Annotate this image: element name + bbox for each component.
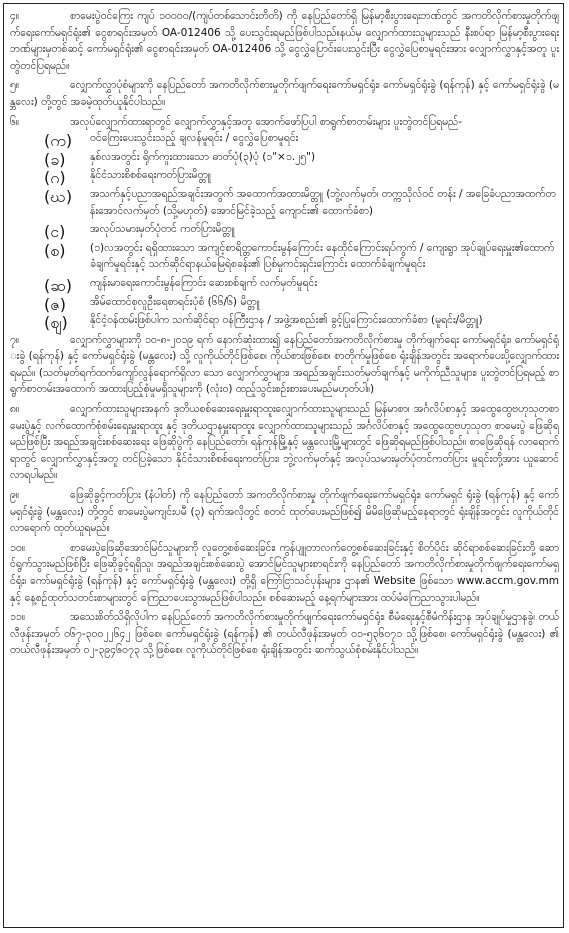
list-item-text: နိုင်ငံ့ဝန်ထမ်းဖြစ်ပါက သက်ဆိုင်ရာ ဝန်ကြီးဌာန / အဖွဲ့အစည်း၏ ခွင့်ပြုကြောင်းထောက်ခံစာ (မူရင်း/မိတ္တူ) [90, 314, 483, 327]
list-item [10, 186, 559, 219]
list-item-text: နိုင်ငံသားစိစစ်ရေးကတ်ပြားမိတ္တူ [90, 169, 211, 182]
paragraph-text: လျှောက်ထားသူများအနက် ဒုတိယစစ်ဆေးရေးမှူးရာထူးလျှောက်ထားသူများသည် မြန်မာစာ၊ အင်္ဂလိပ်စာနှင့် အထွေထွေဗဟုသုတစာမေးပွဲနှင့် လက်ထောက်စုံစမ်းရေးမှူးရာထူး နှင့် ဒုတိယဌာနမှူးရာထူး လျှောက်ထားသူများသည် အင်္ဂလိပ်စာနှင့် အထွေထွေဗဟုသုတ စာမေးပွဲ ဖြေဆိုရမည်ဖြစ်ပြီး အရည်အချင်းစစ်ဆေးရေး ဖြေဆိုပွဲကို နေပြည်တော်၊ ရန်ကုန်မြို့နှင့် မန္တလေးမြို့များတွင် ဖြေဆိုရမည်ဖြစ်ပါသည်။ စာဖြေဆိုရန် လာရောက်ရာတွင် လျှောက်လွှာနှင့်အတူ တင်ပြခဲ့သော နိုင်ငံသားစိစစ်ရေးကတ်ပြား၊ ဘွဲ့လက်မှတ်နှင့် အလုပ်သမားမှတ်ပုံတင်ကတ်ပြား မူရင်းတို့အား ယူဆောင်လာရပါမည်။ [10, 403, 559, 482]
list-item [10, 149, 559, 169]
paragraph-7 [10, 332, 559, 398]
document-border [3, 3, 564, 928]
list-item-label: (ခ) [44, 149, 66, 169]
list-item-text: နှစ်လအတွင်း ရိုက်ကူးထားသော ဓာတ်ပုံ(၃)ပုံ (၁"×၁.၂၅") [90, 150, 316, 163]
list-item-label: (ဈ) [44, 313, 68, 333]
paragraph-text: စာမေးပွဲဝင်ကြေး ကျပ် ၁၀၀၀၀/(ကျပ်တစ်သောင်းတိတိ) ကို နေပြည်တော်ရှိ မြန်မာ့စီးပွားရေးဘဏ်တွင် အကတိလိုက်စားမှုတိုက်ဖျက်ရေးကော်မရှင်ရုံး၏ ငွေစာရင်းအမှတ် OA-012406 သို့ ပေးသွင်းရမည်ဖြစ်ပါသည်။နယ်မှ လျှောက်ထားသူများသည် နီးစပ်ရာ မြန်မာ့စီးပွားရေးဘဏ်များမှတစ်ဆင့် ကော်မရှင်ရုံး၏ ငွေစာရင်းအမှတ် OA-012406 သို့ ငွေလွှဲပြောင်းပေးသွင်းပြီး ငွေလွှဲပြေစာမူရင်းအား လျှောက်လွှာနှင့်အတူ ပူးတွဲတင်ပြရမည်။ [10, 10, 559, 72]
paragraph-number: ၁၀။ [10, 541, 25, 554]
paragraph-number: ၇။ [10, 333, 20, 346]
document-body [10, 8, 559, 923]
list-item-text: (၁)လအတွင်း ရရှိထားသော အကျင့်စာရိတ္တကောင်းမွန်ကြောင်း နေထိုင်ကြောင်းရပ်ကွက် / ကျေးရွာ အုပ်ချုပ်ရေးမှူး၏ထောက်ခံချက်မူရင်းနှင့် သက်ဆိုင်ရာနယ်မြေရဲစခန်း၏ ပြစ်မှုကင်းရှင်းကြောင်း ထောက်ခံချက်မူရင်း [90, 241, 555, 271]
paragraph-text: လျှောက်လွှာများကို ၁၀-၈-၂၀၁၉ ရက် နောက်ဆုံးထား၍ နေပြည်တော်အကတိလိုက်စားမှု တိုက်ဖျက်ရေး ကော်မရှင်ရုံး၊ ကော်မရှင်ရုံးခွဲ (ရန်ကုန်) နှင့် ကော်မရှင်ရုံးခွဲ (မန္တလေး) သို့ လူကိုယ်တိုင်ဖြစ်စေ၊ ကိုယ်စားဖြစ်စေ၊ စာတိုက်မှုဖြစ်စေ ရုံးချိန်အတွင်း အရောက်ပေးပို့လျှောက်ထားရမည်။ (သတ်မှတ်ရက်ထက်ကျော်လွန်ရောက်ရှိလာ သော လျှောက်လွှာများ၊ အရည်အချင်းသတ်မှတ်ချက်နှင့် မကိုက်ညီသူများ၊ ပူးတွဲတင်ပြရမည့် စာရွက်စာတမ်းအထောက် အထားပြည့်စုံမှုမရှိသူများကို (လုံးဝ) ထည့်သွင်းစဉ်းစားပေးမည်မဟုတ်ပါ။) [10, 333, 559, 396]
paragraph-text: လျှောက်လွှာပုံစံများကို နေပြည်တော် အကတိလိုက်စားမှုတိုက်ဖျက်ရေးကော်မရှင်ရုံး၊ ကော်မရှင်ရုံးခွဲ (ရန်ကုန်) နှင့် ကော်မရှင်ရုံးခွဲ (မန္တလေး) တို့တွင် အခမဲ့ထုတ်ယူနိုင်ပါသည်။ [10, 79, 559, 108]
list-item [10, 130, 559, 151]
list-item-label: (င) [44, 222, 66, 242]
paragraph-5 [10, 77, 559, 110]
paragraph-8 [10, 401, 559, 484]
paragraph-number: ၄။ [10, 10, 20, 22]
list-item-label: (စ) [44, 240, 66, 260]
paragraph-9 [10, 487, 559, 537]
paragraph-number: ၉။ [10, 489, 20, 502]
list-item [10, 275, 559, 295]
paragraph-number: ၅။ [10, 79, 20, 92]
paragraph-number: ၈။ [10, 403, 20, 416]
list-item-label: (ဆ) [44, 275, 72, 295]
paragraph-11 [10, 609, 559, 659]
paragraph-10 [10, 540, 559, 606]
paragraph-text: ဖြေဆိုခွင့်ကတ်ပြား (နံပါတ်) ကို နေပြည်တော် အကတိလိုက်စားမှု တိုက်ဖျက်ရေးကော်မရှင်ရုံး၊ ကော်မရှင် ရုံးခွဲ (ရန်ကုန်) နှင့် ကော်မရှင်ရုံးခွဲ (မန္တလေး) တို့တွင် စာမေးပွဲမကျင်းပမီ (၃) ရက်အလိုတွင် စတင် ထုတ်ပေးမည်ဖြစ်၍ မိမိဖြေဆိုမည့်နေရာတွင် ရုံးချိန်အတွင်း လူကိုယ်တိုင်လာရောက် ထုတ်ယူရမည်။ [10, 489, 559, 535]
list-item-label: (ဃ) [44, 186, 73, 206]
paragraph-number: ၁၁။ [10, 611, 25, 624]
list-item [10, 312, 559, 333]
paragraph-text: အလုပ်လျှောက်ထားရာတွင် လျှောက်လွှာနှင့်အတူ အောက်ဖော်ပြပါ စာရွက်စာတမ်းများ ပူးတွဲတင်ပြရမည်- [70, 115, 463, 128]
list-item-text: အိမ်ထောင်စုလူဦးရေစာရင်းပုံစံ (၆၆/၆) မိတ္တူ [90, 295, 260, 308]
list-item-text: ကျန်းမာရေးကောင်းမွန်ကြောင်း ဆေးစစ်ချက် လက်မှတ်မူရင်း [90, 276, 318, 289]
paragraph-text: စာမေးပွဲဖြေဆိုအောင်မြင်သူများကို လူတွေ့စစ်ဆေးခြင်း၊ ကွန်ပျူတာလက်တွေ့စစ်ဆေးခြင်းနှင့် စိတ်ပိုင်း ဆိုင်ရာစစ်ဆေးခြင်းတို့ ဆောင်ရွက်သွားမည်ဖြစ်ပြီး ဖြေဆိုခွင့်ရရှိသူ၊ အရည်အချင်းစစ်ဆေးပွဲ အောင်မြင်သူများစာရင်းကို နေပြည်တော် အကတိလိုက်စားမှုတိုက်ဖျက်ရေးကော်မရှင်ရုံး၊ ကော်မရှင်ရုံးခွဲ (ရန်ကုန်) နှင့် ကော်မရှင်ရုံးခွဲ (မန္တလေး) တို့ရှိ ကြော်ငြာသင်ပုန်းများ၊ ဌာန၏ Website ဖြစ်သော www.accm.gov.mm နှင့် နေ့စဉ်ထုတ်သတင်းစာများတွင် ကြေညာပေးသွားမည်ဖြစ်ပါသည်။ စစ်ဆေးမည့် နေ့ရက်များအား ထပ်မံကြေညာသွားပါမည်။ [10, 541, 559, 604]
list-item-text: အလုပ်သမားမှတ်ပုံတင် ကတ်ပြားမိတ္တူ [90, 223, 235, 236]
list-item-text: ဝင်ကြေးပေးသွင်းသည့် ချလန်မူရင်း / ငွေလွှဲပြေစာမူရင်း [90, 132, 299, 145]
list-item-label: (က) [44, 131, 73, 151]
paragraph-6 [10, 114, 559, 333]
paragraph-4 [10, 8, 559, 74]
list-item-label: (ဂ) [44, 168, 66, 188]
list-item [10, 294, 559, 314]
list-item [10, 240, 559, 273]
list-item-text: အသက်နှင့်ပညာအရည်အချင်းအတွက် အထောက်အထားမိတ္တူ (ဘွဲ့လက်မှတ်၊ တက္ကသိုလ်ဝင် တန်း / အခြေခံပညာအထက်တန်းအောင်လက်မှတ် (သို့မဟုတ်) အောင်မြင်ခဲ့သည့် ကျောင်း၏ ထောက်ခံစာ) [90, 187, 556, 217]
paragraph-text: အသေးစိတ်သိရှိလိုပါက နေပြည်တော် အကတိလိုက်စားမှုတိုက်ဖျက်ရေးကော်မရှင်ရုံး၊ စီမံရေးနှင့်စီမံကိန်းဌာန အုပ်ချုပ်မှုဌာနခွဲ၊ တယ်လီဖုန်းအမှတ် ၀၆၇-၃၀၀၂၂၆၄၂ ဖြစ်စေ၊ ကော်မရှင်ရုံးခွဲ (ရန်ကုန်) ၏ တယ်လီဖုန်းအမှတ် ၀၁-၅၃၆၀၇၁ သို့ဖြစ်စေ၊ ကော်မရှင်ရုံးခွဲ (မန္တလေး) ၏ တယ်လီဖုန်းအမှတ် ၀၂-၃၉၄၆၀၇၃ သို့ဖြစ်စေ၊ လူကိုယ်တိုင်ဖြစ်စေ ရုံးချိန်အတွင်း ဆက်သွယ်စုံစမ်းနိုင်ပါသည်။ [10, 611, 559, 657]
list-item-label: (ဇ) [44, 294, 66, 314]
paragraph-number: ၆။ [10, 115, 20, 128]
list-item [10, 167, 559, 188]
list-item [10, 221, 559, 242]
